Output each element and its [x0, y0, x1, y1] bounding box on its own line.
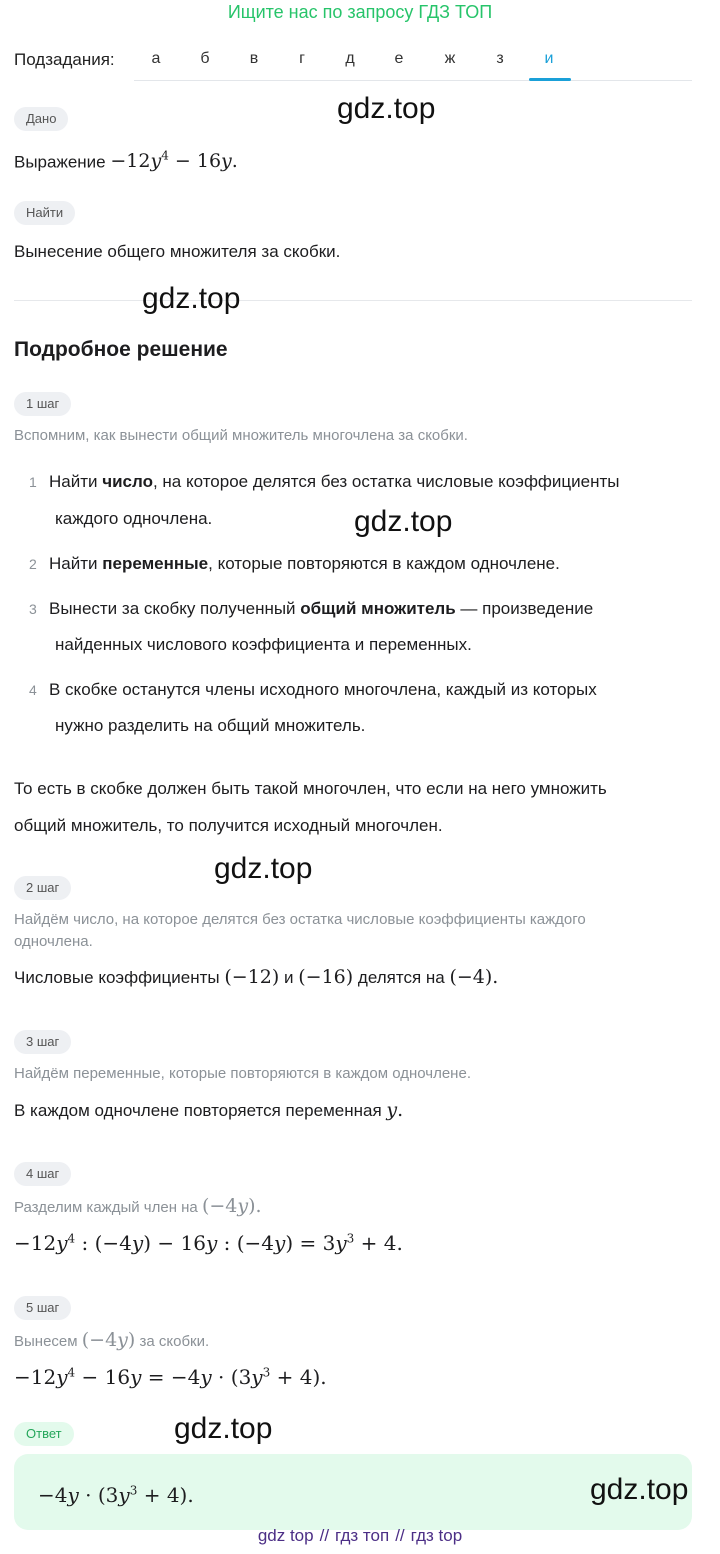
coef-b: (−16) — [298, 966, 354, 988]
step1-summary-line2: общий множитель, то получится исходный многочлен. — [14, 816, 443, 835]
solution-title: Подробное решение — [14, 338, 228, 361]
coef-a: (−12) — [224, 966, 280, 988]
step5-chip: 5 шаг — [14, 1296, 71, 1320]
watermark: gdz.top — [590, 1473, 689, 1506]
given-text — [14, 144, 238, 174]
tab-b[interactable]: б — [200, 50, 210, 67]
step1-item3-line2: найденных числового коэффициента и переменных. — [55, 635, 472, 654]
step1-item4: В скобке останутся члены исходного многочлена, каждый из которых — [49, 680, 597, 699]
answer-expression: $-4y \cdot (3y^3 + 4)$. — [38, 1483, 194, 1507]
tab-z[interactable]: з — [496, 50, 504, 67]
watermark: gdz.top — [354, 505, 453, 538]
section-divider — [14, 300, 692, 301]
watermark: gdz.top — [214, 852, 313, 885]
step4-equation: $-12y^4$ : (−4y) − 16y : $(-4y) = 3y^3 + 4$. — [14, 1231, 403, 1255]
step2-text: Числовые коэффициенты (−12) и (−16) делятся на (−4). — [14, 966, 499, 988]
step1-item4-number: 4 — [29, 682, 37, 698]
answer-chip: Ответ — [14, 1422, 74, 1446]
step1-item2-number: 2 — [29, 556, 37, 572]
step1-item1-line2: каждого одночлена. — [55, 509, 213, 528]
step5-hint: Вынесем (−4y) за скобки. — [14, 1329, 210, 1351]
active-tab-indicator — [529, 78, 571, 81]
given-expression: $-12y^4 - 16y$. — [110, 149, 238, 173]
find-text: Вынесение общего множителя за скобки. — [14, 242, 341, 261]
tab-g[interactable]: г — [299, 50, 305, 67]
step1-item3: Вынести за скобку полученный общий множитель — произведение — [49, 599, 594, 618]
footer-link[interactable]: gdz top — [257, 1526, 314, 1545]
step4-hint: Разделим каждый член на (−4y). — [14, 1195, 262, 1217]
variable-y: y. — [386, 1099, 404, 1121]
step2-hint-line2: одночлена. — [14, 933, 93, 950]
step1-item4-line2: нужно разделить на общий множитель. — [55, 716, 366, 735]
step2-hint-line1: Найдём число, на которое делятся без остатка числовые коэффициенты каждого — [14, 911, 586, 928]
footer-link[interactable]: гдз top — [410, 1526, 463, 1545]
step4-chip: 4 шаг — [14, 1162, 71, 1186]
find-chip: Найти — [14, 201, 75, 225]
given-chip: Дано — [14, 107, 68, 131]
search-banner: Ищите нас по запросу ГДЗ ТОП — [227, 2, 493, 22]
tab-v[interactable]: в — [249, 50, 259, 67]
step3-text: В каждом одночлене повторяется переменная y. — [14, 1099, 404, 1121]
step1-item1-number: 1 — [29, 474, 37, 490]
tab-e[interactable]: е — [394, 50, 404, 67]
step1-hint: Вспомним, как вынести общий множитель многочлена за скобки. — [14, 427, 468, 444]
divisor: (−4y). — [201, 1195, 262, 1217]
subtasks-label: Подзадания: — [14, 50, 115, 69]
tab-d[interactable]: д — [345, 50, 355, 67]
step1-chip: 1 шаг — [14, 392, 71, 416]
step1-item2: Найти переменные, которые повторяются в каждом одночлене. — [49, 554, 560, 573]
tab-zh[interactable]: ж — [444, 50, 456, 67]
step2-chip: 2 шаг — [14, 876, 71, 900]
subtasks-tabs — [134, 44, 692, 81]
step1-summary-line1: То есть в скобке должен быть такой многочлен, что если на него умножить — [14, 779, 607, 798]
step1-item1: Найти число, на которое делятся без остатка числовые коэффициенты — [49, 472, 620, 491]
tab-i[interactable]: и — [544, 50, 554, 67]
watermark: gdz.top — [142, 282, 241, 315]
given-label: Выражение — [14, 152, 106, 172]
footer-links: gdz top // гдз топ // гдз top — [257, 1526, 463, 1545]
common-coef: (−4). — [449, 966, 499, 988]
step1-item3-number: 3 — [29, 601, 37, 617]
watermark: gdz.top — [174, 1412, 273, 1445]
watermark: gdz.top — [337, 92, 436, 125]
step3-chip: 3 шаг — [14, 1030, 71, 1054]
factor: (−4y) — [81, 1329, 136, 1351]
step3-hint: Найдём переменные, которые повторяются в каждом одночлене. — [14, 1065, 471, 1082]
tab-a[interactable]: а — [151, 50, 161, 67]
footer-link[interactable]: гдз топ — [335, 1526, 390, 1545]
step5-equation: $-12y^4 - 16y = -4y \cdot (3y^3 + 4)$. — [14, 1365, 327, 1389]
